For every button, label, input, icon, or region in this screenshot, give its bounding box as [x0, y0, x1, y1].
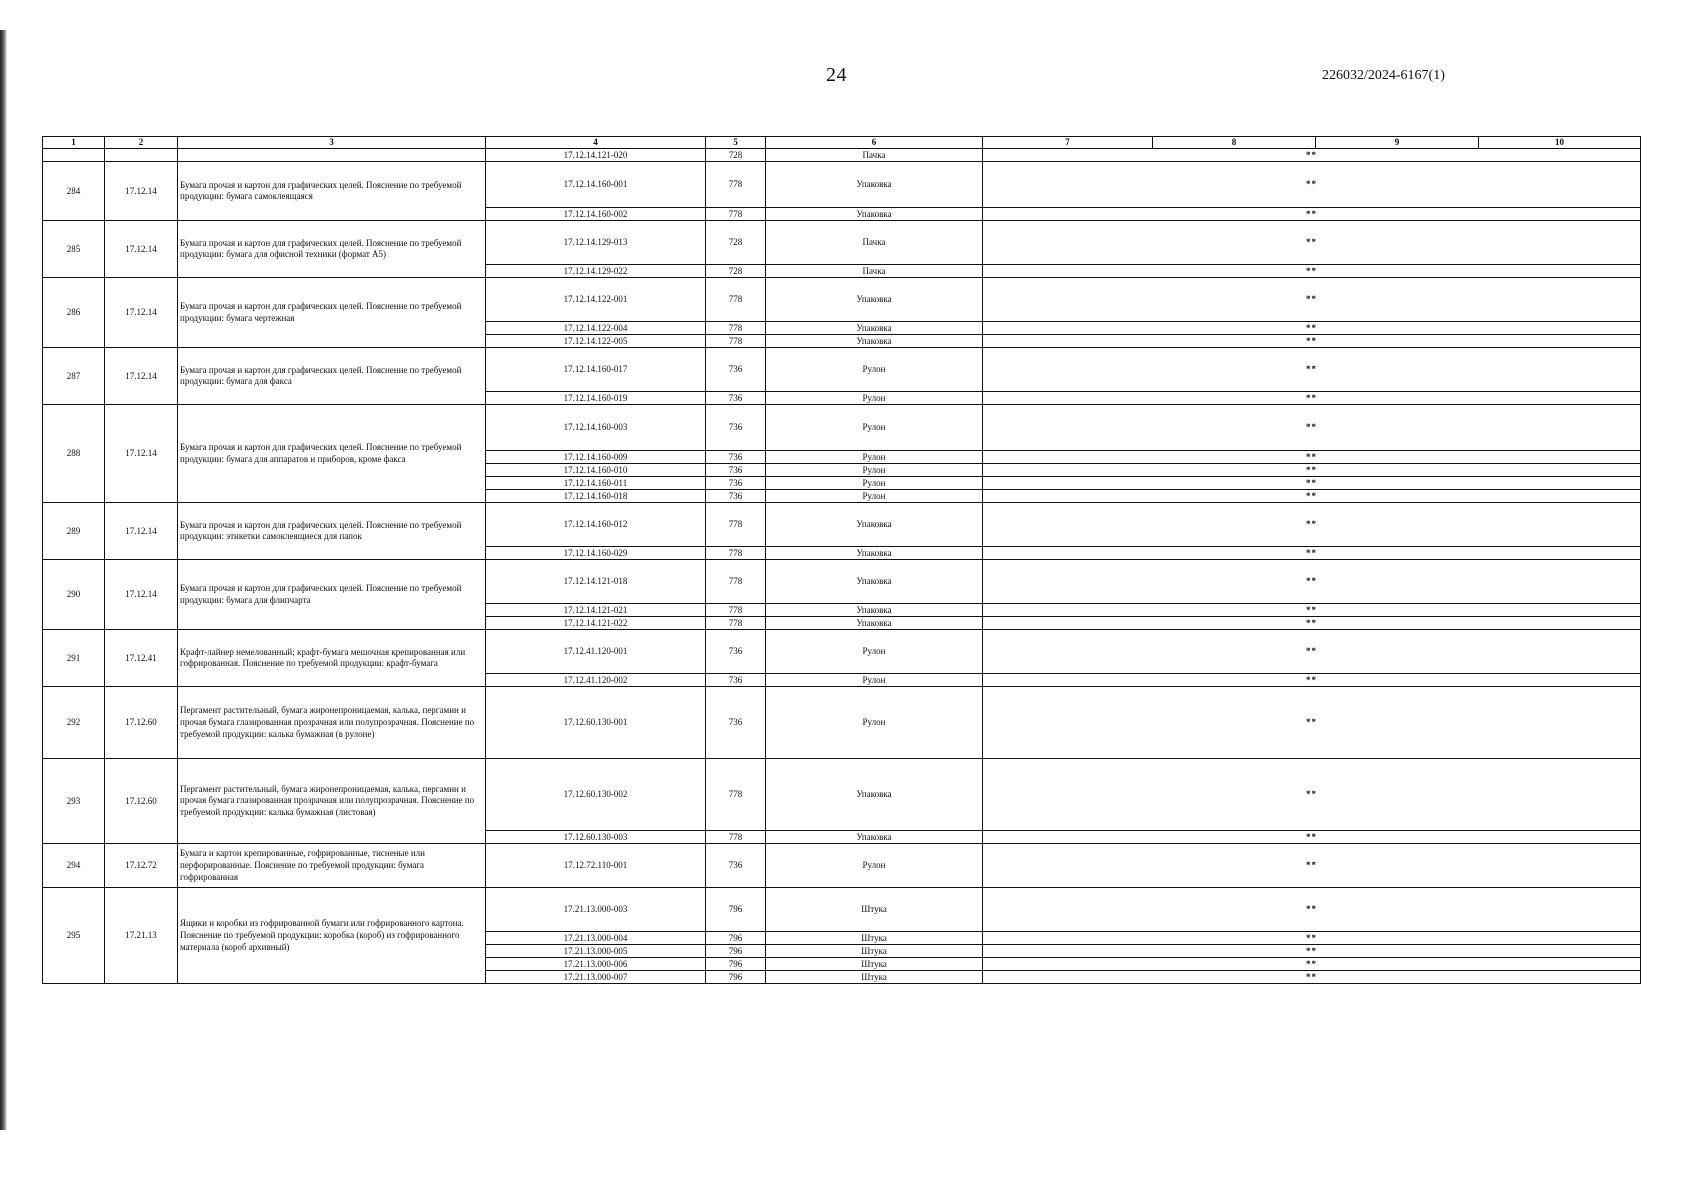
okei-code: 728 — [706, 149, 766, 162]
row-number: 295 — [43, 888, 105, 984]
scan-edge — [0, 30, 7, 1130]
column-header: 3 — [178, 137, 486, 149]
okei-code: 778 — [706, 503, 766, 547]
table-row — [43, 162, 1641, 208]
product-description: Бумага прочая и картон для графических целей. Пояснение по требуемой продукции: бумага для факса — [178, 348, 486, 405]
product-description: Бумага и картон крепированные, гофрированные, тисненые или перфорированные. Пояснение по требуемой продукции: бумага гофрированная — [178, 844, 486, 888]
requirements-mark: ** — [983, 278, 1641, 322]
okei-code: 736 — [706, 405, 766, 451]
unit-name: Штука — [766, 932, 983, 945]
requirements-mark: ** — [983, 503, 1641, 547]
ktru-code: 17.12.14.160-011 — [486, 477, 706, 490]
row-number: 285 — [43, 221, 105, 278]
table-row — [43, 844, 1641, 888]
table-row — [43, 278, 1641, 322]
requirements-mark: ** — [983, 208, 1641, 221]
table-row — [43, 503, 1641, 547]
unit-name: Упаковка — [766, 278, 983, 322]
column-header: 4 — [486, 137, 706, 149]
requirements-mark: ** — [983, 932, 1641, 945]
okei-code: 736 — [706, 348, 766, 392]
unit-name: Упаковка — [766, 560, 983, 604]
okpd-code: 17.12.14 — [105, 503, 178, 560]
requirements-mark: ** — [983, 844, 1641, 888]
unit-name: Пачка — [766, 265, 983, 278]
ktru-code: 17.21.13.000-006 — [486, 958, 706, 971]
okei-code: 736 — [706, 464, 766, 477]
requirements-mark: ** — [983, 759, 1641, 831]
page-number: 24 — [826, 64, 847, 86]
product-description: Ящики и коробки из гофрированной бумаги или гофрированного картона. Пояснение по требуемой продукции: коробка (короб) из гофрированного материала (короб архивный) — [178, 888, 486, 984]
ktru-code: 17.12.14.129-022 — [486, 265, 706, 278]
unit-name: Рулон — [766, 844, 983, 888]
okei-code: 736 — [706, 490, 766, 503]
unit-name: Упаковка — [766, 162, 983, 208]
requirements-mark: ** — [983, 604, 1641, 617]
unit-name: Упаковка — [766, 503, 983, 547]
unit-name: Рулон — [766, 405, 983, 451]
ktru-code: 17.12.14.122-005 — [486, 335, 706, 348]
requirements-mark: ** — [983, 162, 1641, 208]
unit-name: Рулон — [766, 630, 983, 674]
okpd-code: 17.12.14 — [105, 405, 178, 503]
unit-name: Упаковка — [766, 604, 983, 617]
ktru-code: 17.12.14.160-009 — [486, 451, 706, 464]
ktru-code: 17.12.14.121-018 — [486, 560, 706, 604]
okei-code: 778 — [706, 560, 766, 604]
okpd-code: 17.21.13 — [105, 888, 178, 984]
unit-name: Упаковка — [766, 831, 983, 844]
ktru-code: 17.12.60.130-002 — [486, 759, 706, 831]
unit-name: Упаковка — [766, 322, 983, 335]
okpd-code: 17.12.14 — [105, 221, 178, 278]
requirements-mark: ** — [983, 888, 1641, 932]
requirements-mark: ** — [983, 560, 1641, 604]
column-header: 2 — [105, 137, 178, 149]
okei-code: 736 — [706, 687, 766, 759]
registry-table — [42, 136, 1641, 984]
ktru-code: 17.12.14.160-001 — [486, 162, 706, 208]
ktru-code: 17.12.60.130-001 — [486, 687, 706, 759]
unit-name: Пачка — [766, 221, 983, 265]
table-row — [43, 687, 1641, 759]
table-row — [43, 348, 1641, 392]
okpd-code — [105, 149, 178, 162]
okei-code: 778 — [706, 162, 766, 208]
table-row — [43, 405, 1641, 451]
column-header: 9 — [1316, 137, 1479, 149]
product-description — [178, 149, 486, 162]
table-row — [43, 149, 1641, 162]
unit-name: Штука — [766, 888, 983, 932]
product-description: Бумага прочая и картон для графических целей. Пояснение по требуемой продукции: бумага для флипчарта — [178, 560, 486, 630]
okei-code: 728 — [706, 221, 766, 265]
ktru-code: 17.12.14.160-012 — [486, 503, 706, 547]
okpd-code: 17.12.14 — [105, 348, 178, 405]
ktru-code: 17.12.41.120-001 — [486, 630, 706, 674]
row-number: 284 — [43, 162, 105, 221]
requirements-mark: ** — [983, 322, 1641, 335]
unit-name: Штука — [766, 958, 983, 971]
unit-name: Рулон — [766, 490, 983, 503]
ktru-code: 17.12.60.130-003 — [486, 831, 706, 844]
row-number: 286 — [43, 278, 105, 348]
requirements-mark: ** — [983, 547, 1641, 560]
row-number: 294 — [43, 844, 105, 888]
okei-code: 796 — [706, 945, 766, 958]
okei-code: 778 — [706, 604, 766, 617]
unit-name: Упаковка — [766, 617, 983, 630]
okei-code: 736 — [706, 451, 766, 464]
document-number: 226032/2024-6167(1) — [1322, 68, 1445, 83]
okei-code: 736 — [706, 630, 766, 674]
requirements-mark: ** — [983, 392, 1641, 405]
requirements-mark: ** — [983, 335, 1641, 348]
ktru-code: 17.12.14.160-018 — [486, 490, 706, 503]
requirements-mark: ** — [983, 405, 1641, 451]
okei-code: 778 — [706, 831, 766, 844]
row-number: 289 — [43, 503, 105, 560]
ktru-code: 17.12.14.160-017 — [486, 348, 706, 392]
unit-name: Упаковка — [766, 208, 983, 221]
requirements-mark: ** — [983, 971, 1641, 984]
column-header: 8 — [1153, 137, 1316, 149]
requirements-mark: ** — [983, 221, 1641, 265]
row-number — [43, 149, 105, 162]
okei-code: 796 — [706, 971, 766, 984]
row-number: 293 — [43, 759, 105, 844]
unit-name: Рулон — [766, 464, 983, 477]
table-row — [43, 560, 1641, 604]
requirements-mark: ** — [983, 617, 1641, 630]
okei-code: 778 — [706, 322, 766, 335]
okei-code: 736 — [706, 392, 766, 405]
unit-name: Пачка — [766, 149, 983, 162]
ktru-code: 17.21.13.000-005 — [486, 945, 706, 958]
requirements-mark: ** — [983, 945, 1641, 958]
ktru-code: 17.21.13.000-004 — [486, 932, 706, 945]
column-header: 6 — [766, 137, 983, 149]
ktru-code: 17.12.14.121-020 — [486, 149, 706, 162]
okpd-code: 17.12.60 — [105, 759, 178, 844]
row-number: 288 — [43, 405, 105, 503]
ktru-code: 17.12.14.160-002 — [486, 208, 706, 221]
requirements-mark: ** — [983, 464, 1641, 477]
row-number: 291 — [43, 630, 105, 687]
unit-name: Рулон — [766, 451, 983, 464]
unit-name: Рулон — [766, 392, 983, 405]
okpd-code: 17.12.60 — [105, 687, 178, 759]
product-description: Крафт-лайнер немелованный; крафт-бумага мешочная крепированная или гофрированная. Пояснение по требуемой продукции: крафт-бумага — [178, 630, 486, 687]
row-number: 292 — [43, 687, 105, 759]
table-row — [43, 759, 1641, 831]
column-header: 7 — [983, 137, 1153, 149]
product-description: Бумага прочая и картон для графических целей. Пояснение по требуемой продукции: бумага самоклеящаяся — [178, 162, 486, 221]
ktru-code: 17.12.14.121-022 — [486, 617, 706, 630]
okei-code: 736 — [706, 674, 766, 687]
unit-name: Рулон — [766, 477, 983, 490]
unit-name: Штука — [766, 971, 983, 984]
okei-code: 736 — [706, 844, 766, 888]
okei-code: 778 — [706, 208, 766, 221]
ktru-code: 17.12.14.121-021 — [486, 604, 706, 617]
product-description: Бумага прочая и картон для графических целей. Пояснение по требуемой продукции: этикетки самоклеящиеся для папок — [178, 503, 486, 560]
okei-code: 796 — [706, 888, 766, 932]
okpd-code: 17.12.72 — [105, 844, 178, 888]
product-description: Пергамент растительный, бумага жиронепроницаемая, калька, пергамин и прочая бумага глазированная прозрачная или полупрозрачная. Пояснение по требуемой продукции: калька бумажная (листовая) — [178, 759, 486, 844]
okei-code: 736 — [706, 477, 766, 490]
ktru-code: 17.12.14.160-019 — [486, 392, 706, 405]
okei-code: 728 — [706, 265, 766, 278]
ktru-code: 17.12.72.110-001 — [486, 844, 706, 888]
requirements-mark: ** — [983, 348, 1641, 392]
requirements-mark: ** — [983, 687, 1641, 759]
requirements-mark: ** — [983, 490, 1641, 503]
okei-code: 778 — [706, 547, 766, 560]
column-header: 10 — [1479, 137, 1641, 149]
requirements-mark: ** — [983, 831, 1641, 844]
okpd-code: 17.12.14 — [105, 278, 178, 348]
unit-name: Штука — [766, 945, 983, 958]
okpd-code: 17.12.41 — [105, 630, 178, 687]
table-body — [43, 149, 1641, 984]
unit-name: Упаковка — [766, 759, 983, 831]
product-description: Бумага прочая и картон для графических целей. Пояснение по требуемой продукции: бумага для офисной техники (формат А5) — [178, 221, 486, 278]
requirements-mark: ** — [983, 958, 1641, 971]
requirements-mark: ** — [983, 265, 1641, 278]
column-number-row — [43, 137, 1641, 149]
ktru-code: 17.12.41.120-002 — [486, 674, 706, 687]
okei-code: 778 — [706, 617, 766, 630]
requirements-mark: ** — [983, 477, 1641, 490]
unit-name: Рулон — [766, 348, 983, 392]
okei-code: 778 — [706, 278, 766, 322]
okei-code: 778 — [706, 335, 766, 348]
requirements-mark: ** — [983, 630, 1641, 674]
okei-code: 778 — [706, 759, 766, 831]
ktru-code: 17.12.14.129-013 — [486, 221, 706, 265]
unit-name: Упаковка — [766, 335, 983, 348]
ktru-code: 17.12.14.160-029 — [486, 547, 706, 560]
ktru-code: 17.21.13.000-007 — [486, 971, 706, 984]
requirements-mark: ** — [983, 149, 1641, 162]
okpd-code: 17.12.14 — [105, 162, 178, 221]
ktru-code: 17.12.14.122-004 — [486, 322, 706, 335]
unit-name: Рулон — [766, 674, 983, 687]
ktru-code: 17.21.13.000-003 — [486, 888, 706, 932]
column-header: 5 — [706, 137, 766, 149]
product-description: Бумага прочая и картон для графических целей. Пояснение по требуемой продукции: бумага для аппаратов и приборов, кроме факса — [178, 405, 486, 503]
ktru-code: 17.12.14.122-001 — [486, 278, 706, 322]
product-description: Пергамент растительный, бумага жиронепроницаемая, калька, пергамин и прочая бумага глазированная прозрачная или полупрозрачная. Пояснение по требуемой продукции: калька бумажная (в рулоне) — [178, 687, 486, 759]
unit-name: Рулон — [766, 687, 983, 759]
table-row — [43, 630, 1641, 674]
requirements-mark: ** — [983, 451, 1641, 464]
okpd-code: 17.12.14 — [105, 560, 178, 630]
column-header: 1 — [43, 137, 105, 149]
ktru-code: 17.12.14.160-010 — [486, 464, 706, 477]
row-number: 287 — [43, 348, 105, 405]
requirements-mark: ** — [983, 674, 1641, 687]
okei-code: 796 — [706, 932, 766, 945]
table-row — [43, 221, 1641, 265]
ktru-code: 17.12.14.160-003 — [486, 405, 706, 451]
product-description: Бумага прочая и картон для графических целей. Пояснение по требуемой продукции: бумага чертежная — [178, 278, 486, 348]
okei-code: 796 — [706, 958, 766, 971]
table-row — [43, 888, 1641, 932]
row-number: 290 — [43, 560, 105, 630]
unit-name: Упаковка — [766, 547, 983, 560]
